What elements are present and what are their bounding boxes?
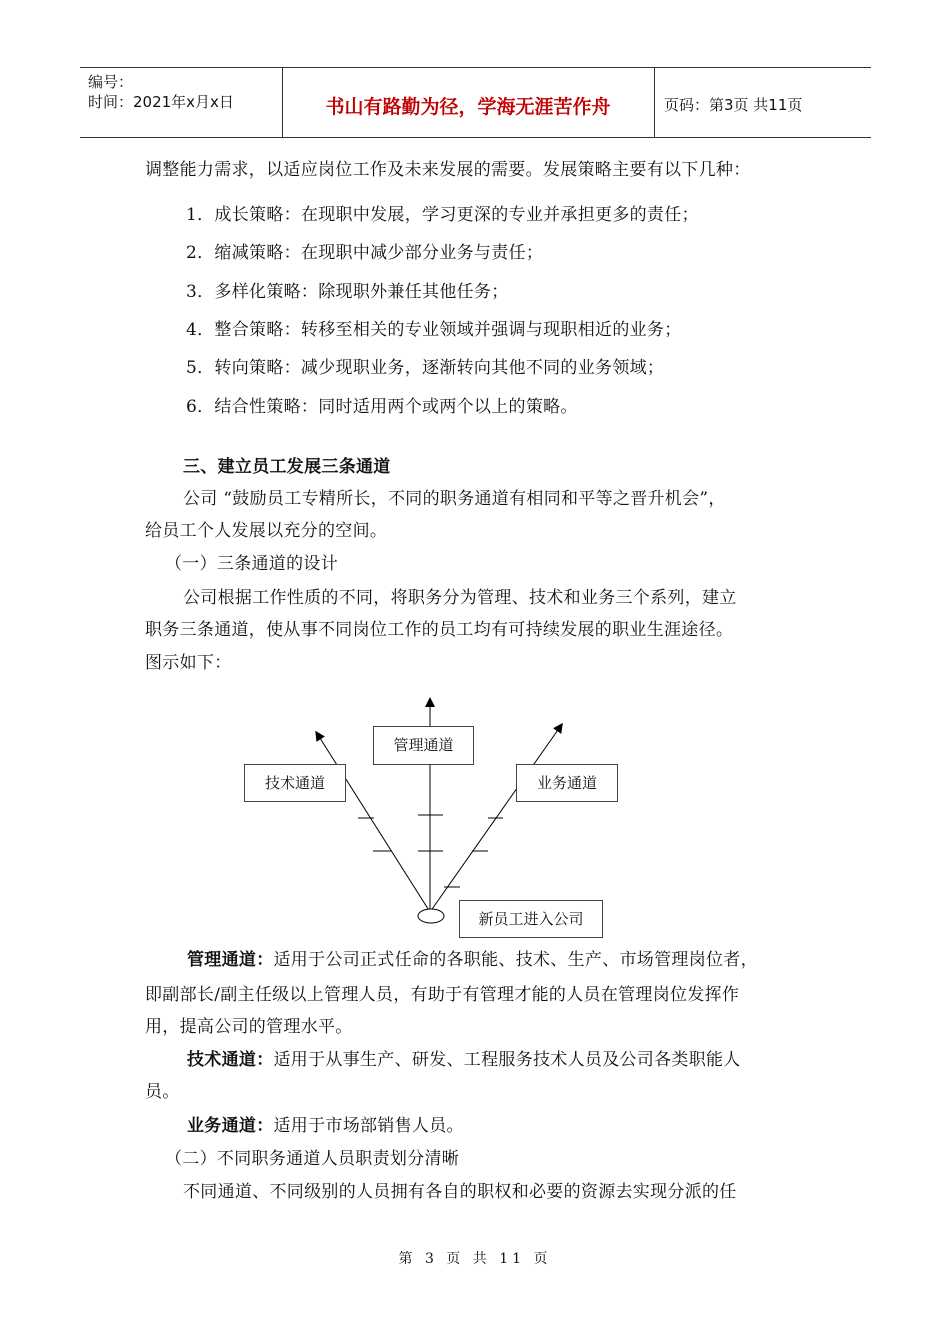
time-label: 时间：2021年x月x日 bbox=[88, 93, 234, 111]
paragraph-line: 给员工个人发展以充分的空间。 bbox=[145, 521, 388, 541]
business-channel-line bbox=[187, 1116, 464, 1136]
entry-point-oval bbox=[418, 909, 444, 923]
intro-paragraph: 调整能力需求，以适应岗位工作及未来发展的需要。发展策略主要有以下几种： bbox=[145, 160, 751, 180]
paragraph-line: 即副部长/副主任级以上管理人员，有助于有管理才能的人员在管理岗位发挥作 bbox=[145, 985, 740, 1005]
strategy-item: 1．成长策略：在现职中发展，学习更深的专业并承担更多的责任； bbox=[186, 205, 699, 225]
strategy-item: 4．整合策略：转移至相关的专业领域并强调与现职相近的业务； bbox=[186, 320, 682, 340]
paragraph-line: 员。 bbox=[145, 1082, 180, 1102]
paragraph-line: 职务三条通道，使从事不同岗位工作的员工均有可持续发展的职业生涯途径。 bbox=[145, 620, 734, 640]
management-channel-label: 管理通道： bbox=[187, 950, 274, 970]
strategy-item: 3．多样化策略：除现职外兼任其他任务； bbox=[186, 282, 509, 302]
paragraph-line: 公司 “鼓励员工专精所长，不同的职务通道有相同和平等之晋升机会”， bbox=[183, 489, 726, 509]
strategy-item: 6．结合性策略：同时适用两个或两个以上的策略。 bbox=[186, 397, 578, 417]
management-path-box: 管理通道 bbox=[373, 726, 474, 765]
section-heading: 三、建立员工发展三条通道 bbox=[183, 457, 391, 477]
page-footer: 第 3 页 共 11 页 bbox=[398, 1251, 552, 1267]
technical-channel-line bbox=[187, 1050, 741, 1070]
technical-channel-label: 技术通道： bbox=[187, 1050, 274, 1070]
strategy-item: 2．缩减策略：在现职中减少部分业务与责任； bbox=[186, 243, 544, 263]
paragraph-line: 不同通道、不同级别的人员拥有各自的职权和必要的资源去实现分派的任 bbox=[183, 1182, 737, 1202]
technical-channel-text: 适用于从事生产、研发、工程服务技术人员及公司各类职能人 bbox=[273, 1050, 741, 1070]
new-employee-box: 新员工进入公司 bbox=[459, 900, 603, 938]
business-path-box: 业务通道 bbox=[516, 764, 618, 802]
business-channel-label: 业务通道： bbox=[187, 1116, 274, 1136]
management-channel-text: 适用于公司正式任命的各职能、技术、生产、市场管理岗位者， bbox=[273, 950, 758, 970]
paragraph-line: 图示如下： bbox=[145, 653, 232, 673]
header-motto: 书山有路勤为径，学海无涯苦作舟 bbox=[325, 96, 611, 118]
management-channel-line bbox=[187, 950, 758, 970]
technical-path-box: 技术通道 bbox=[244, 764, 346, 802]
header-page-info: 页码：第3页 共11页 bbox=[664, 96, 803, 114]
subsection-heading: （一）三条通道的设计 bbox=[165, 554, 338, 574]
strategy-item: 5．转向策略：减少现职业务，逐渐转向其他不同的业务领域； bbox=[186, 358, 665, 378]
paragraph-line: 公司根据工作性质的不同，将职务分为管理、技术和业务三个系列，建立 bbox=[183, 588, 737, 608]
paragraph-line: 用，提高公司的管理水平。 bbox=[145, 1017, 353, 1037]
code-label: 编号： bbox=[88, 73, 134, 91]
business-channel-text: 适用于市场部销售人员。 bbox=[273, 1116, 464, 1136]
subsection-heading: （二）不同职务通道人员职责划分清晰 bbox=[165, 1149, 460, 1169]
